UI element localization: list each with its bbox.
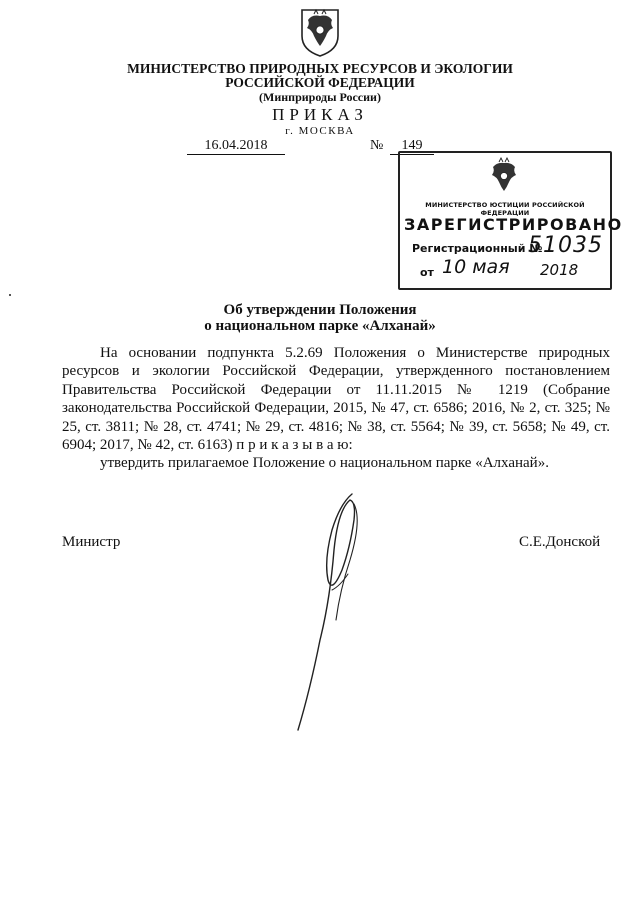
coat-of-arms-emblem — [298, 6, 342, 58]
subject-line1: Об утверждении Положения — [223, 302, 417, 318]
body-paragraph-basis: На основании подпункта 5.2.69 Положения о Министерстве природных ресурсов и экологии Российской Федерации, утвержденного постановлением Правительства Российской Федерации от 11.11.2015 № 1219 (Собрание законодательства Российской Федерации, 2015, № 47, ст. 6586; 2016, № 2, ст. 325; № 25, ст. 3811; № 28, ст. 4741; № 29, ст. 4816; № 38, ст. 5564; № 39, ст. 5658; № 49, ст. 6904; 2017, № 42, ст. 6163) п р и к а з ы в а ю: — [62, 345, 610, 454]
signer-name: С.Е.Донской — [519, 534, 601, 550]
registration-stamp — [398, 151, 623, 290]
order-body — [62, 344, 610, 473]
order-number-sign: № — [370, 138, 384, 153]
stamp-year: 2018 — [540, 261, 579, 279]
signer-title: Министр — [62, 534, 121, 550]
stamp-from-label: от — [420, 266, 434, 279]
handwritten-signature — [280, 490, 390, 740]
ministry-short-name: (Минприроды России) — [259, 90, 381, 104]
order-date: 16.04.2018 — [187, 138, 285, 155]
order-number: 149 — [390, 138, 434, 155]
ministry-name-line2: РОССИЙСКОЙ ФЕДЕРАЦИИ — [225, 75, 415, 90]
stamp-ministry-name: МИНИСТЕРСТВО ЮСТИЦИИ РОССИЙСКОЙ ФЕДЕРАЦИИ — [425, 201, 585, 217]
stamp-emblem-icon — [486, 157, 522, 197]
stamp-date: 10 мая — [442, 256, 510, 278]
order-city: г. МОСКВА — [285, 125, 355, 137]
stamp-registration-number: 51035 — [528, 233, 603, 258]
stamp-registered-label: ЗАРЕГИСТРИРОВАНО — [404, 215, 623, 234]
stamp-registration-label: Регистрационный № — [412, 242, 543, 255]
body-paragraph-resolution: утвердить прилагаемое Положение о национальном парке «Алханай». — [100, 455, 549, 472]
ministry-name-line1: МИНИСТЕРСТВО ПРИРОДНЫХ РЕСУРСОВ И ЭКОЛОГИИ — [127, 61, 513, 76]
order-title: ПРИКАЗ — [272, 105, 368, 124]
subject-line2: о национальном парке «Алханай» — [204, 318, 436, 334]
scan-speck — [9, 294, 11, 296]
